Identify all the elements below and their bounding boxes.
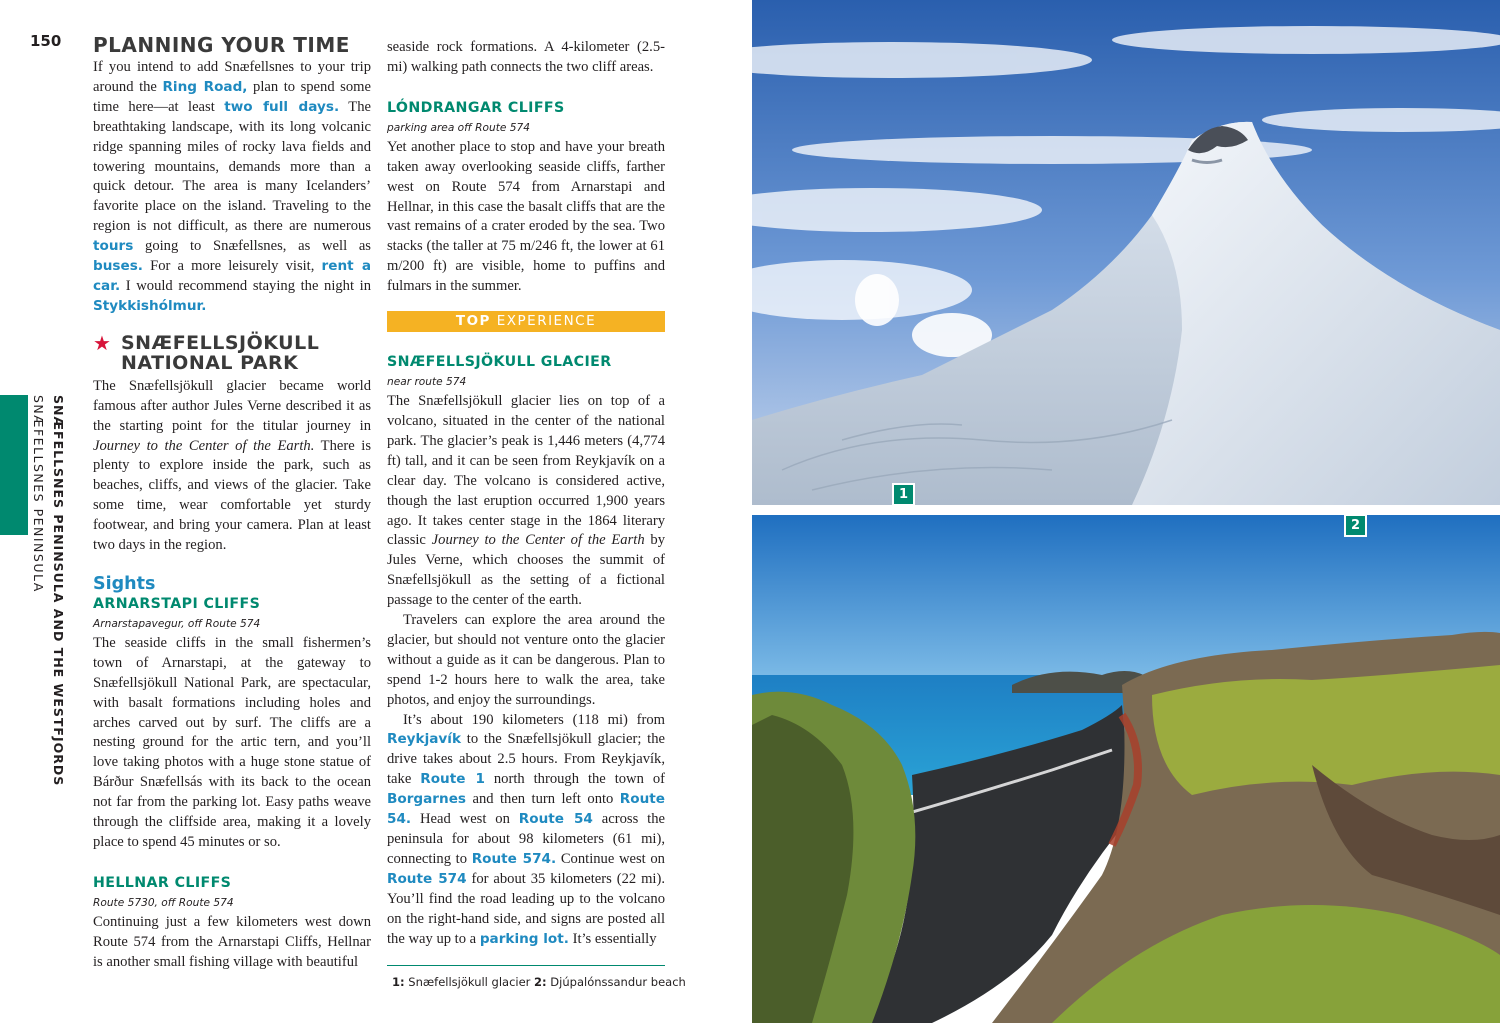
- link-route-574a[interactable]: Route 574.: [471, 850, 557, 867]
- londrangar-heading: LÓNDRANGAR CLIFFS: [387, 99, 565, 116]
- photo-number-badge-2: 2: [1344, 514, 1367, 537]
- glacier-location: near route 574: [387, 376, 467, 389]
- link-rent-a-car[interactable]: rent a car.: [93, 258, 371, 294]
- glacier-paragraph-3: It’s about 190 kilometers (118 mi) from Reykjavík to the Snæfellsjökull glacier; the drive takes about 2.5 hours. From Reykjavík, take Route 1 north through the town of Borgarnes and then turn left onto Route 54. Head west on Route 54 across the peninsula for about 98 kilometers (61 mi), connecting to Route 574. Continue west on Route 574 for about 35 kilometers (22 mi). You’ll find the road leading up to the volcano on the right-hand side, and signs are posted all the way up to a parking lot. It’s essentially: [387, 711, 665, 947]
- continuation-paragraph: seaside rock formations. A 4-kilometer (2.5-mi) walking path connects the two cliff areas.: [387, 39, 665, 75]
- glacier-paragraph-1: The Snæfellsjökull glacier lies on top of a volcano, situated in the center of the national park. The glacier’s peak is 1,446 meters (4,774 ft) tall, and it can be seen from Reykjavík on a clear day. The volcano is considered active, though the last eruption occurred 1,900 years ago. It takes center stage in the 1864 literary classic Journey to the Center of the Earth by Jules Verne, which chooses the summit of Snæfellsjökull as the setting of a fictional passage to the center of the earth.: [387, 393, 665, 609]
- glacier-heading: SNÆFELLSJÖKULL GLACIER: [387, 354, 612, 371]
- top-experience-banner: TOP EXPERIENCE: [387, 311, 665, 332]
- glacier-paragraph-2: Travelers can explore the area around the glacier, but should not venture onto the glacier without a guide as it can be dangerous. Plan to spend 1-2 hours here to walk the area, take photos, and enjoy the surroundings.: [387, 612, 665, 708]
- hellnar-location: Route 5730, off Route 574: [93, 896, 234, 909]
- link-route-54b[interactable]: Route 54: [518, 811, 593, 828]
- sights-heading: Sights: [93, 573, 156, 594]
- park-paragraph: The Snæfellsjökull glacier became world famous after author Jules Verne described it as the starting point for the titular journey in Journey to the Center of the Earth. There is plenty to explore inside the park, such as beaches, cliffs, and views of the glacier. Take some time, wear comfortable yet sturdy footwear, and bring your camera. Plan at least two days in the region.: [93, 377, 372, 554]
- planning-heading: PLANNING YOUR TIME: [93, 33, 350, 57]
- link-two-full-days[interactable]: two full days.: [224, 98, 340, 115]
- running-head-section: SNÆFELLSNES PENINSULA: [31, 395, 46, 593]
- planning-paragraph: If you intend to add Snæfellsnes to your trip around the Ring Road, plan to spend some time here—at least two full days. The breathtaking landscape, with its long volcanic ridge spanning miles of rocky lava fields and towering mountains, demands more than a quick detour. The area is many Icelanders’ favorite place on the island. Traveling to the region is not difficult, as there are numerous tours going to Snæfellsnes, as well as buses. For a more leisurely visit, rent a car. I would recommend staying the night in Stykkishólmur.: [93, 59, 371, 314]
- photo-number-badge-1: 1: [892, 483, 915, 506]
- caption-rule: [387, 965, 665, 966]
- chapter-tab: [0, 395, 28, 535]
- beach-photo: [752, 515, 1500, 1023]
- link-route-54a[interactable]: Route 54.: [387, 791, 665, 828]
- glacier-photo: [752, 0, 1500, 505]
- hellnar-paragraph: Continuing just a few kilometers west down Route 574 from the Arnarstapi Cliffs, Hellnar is another small fishing village with beautiful: [93, 913, 371, 970]
- link-borgarnes[interactable]: Borgarnes: [387, 791, 467, 808]
- photo-caption: 1: Snæfellsjökull glacier 2: Djúpalónssandur beach: [392, 975, 686, 989]
- link-parking-lot[interactable]: parking lot.: [479, 930, 569, 947]
- link-route-574b[interactable]: Route 574: [387, 870, 467, 887]
- arnarstapi-heading: ARNARSTAPI CLIFFS: [93, 595, 261, 612]
- park-heading: ★ SNÆFELLSJÖKULL NATIONAL PARK: [93, 330, 320, 374]
- londrangar-paragraph: Yet another place to stop and have your breath taken away overlooking seaside cliffs, farther west on Route 574 from Arnarstapi and Hellnar, in this case the basalt cliffs that are the vast remains of a crater eroded by the sea. Two stacks (the taller at 75 m/246 ft, the lower at 61 m/200 ft) are visible, home to puffins and fulmars in the summer.: [387, 138, 665, 295]
- text-column-2: [387, 38, 665, 949]
- link-tours[interactable]: tours: [93, 238, 134, 255]
- text-column-1: [93, 34, 371, 973]
- link-reykjavik[interactable]: Reykjavík: [387, 731, 461, 748]
- link-ring-road[interactable]: Ring Road,: [162, 78, 248, 95]
- link-buses[interactable]: buses.: [93, 258, 143, 275]
- londrangar-location: parking area off Route 574: [387, 121, 530, 134]
- star-icon: ★: [93, 330, 112, 355]
- running-head: [31, 395, 67, 785]
- link-stykkisholmur[interactable]: Stykkishólmur.: [93, 297, 207, 314]
- hellnar-heading: HELLNAR CLIFFS: [93, 874, 232, 891]
- link-route-1[interactable]: Route 1: [420, 771, 485, 788]
- arnarstapi-paragraph: The seaside cliffs in the small fishermen’s town of Arnarstapi, at the gateway to Snæfellsjökull National Park, are spectacular, with basalt formations including holes and arches carved out by surf. The cliffs are a nesting ground for the artic tern, and you’ll love taking photos with a huge stone statue of Bárður Snæfellsás with its back to the ocean not far from the parking lot. Easy paths weave through the cliffside area, making it a lovely place to spend 45 minutes or so.: [93, 634, 371, 850]
- running-head-chapter: SNÆFELLSNES PENINSULA AND THE WESTFJORDS: [51, 395, 66, 787]
- page-number: 150: [30, 32, 62, 50]
- arnarstapi-location: Arnarstapavegur, off Route 574: [93, 617, 261, 630]
